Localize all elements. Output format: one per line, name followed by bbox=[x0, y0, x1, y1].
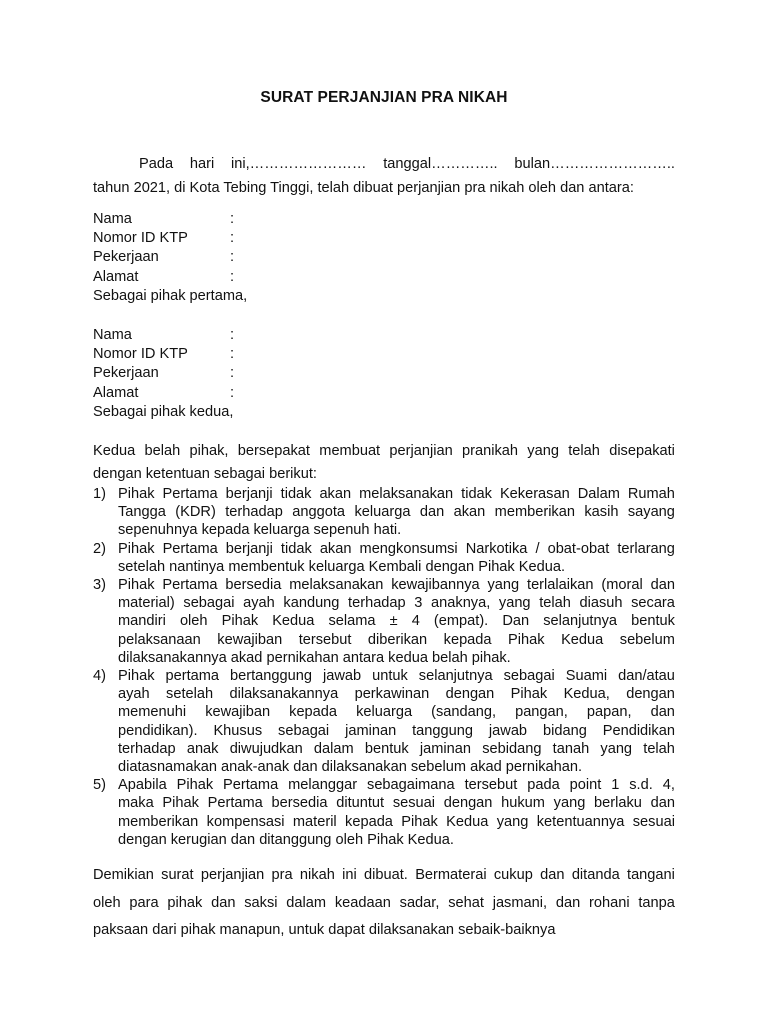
field-colon: : bbox=[230, 249, 235, 266]
party-one-address-row bbox=[93, 268, 393, 287]
opening-word-pada: Pada bbox=[139, 156, 174, 172]
clause-line: mandiri oleh Pihak Kedua selama ± 4 (empat). Dan selanjutnya bentuk bbox=[118, 613, 675, 630]
clause-line: Pihak pertama bertanggung jawab untuk selanjutnya sebagai Suami dan/atau bbox=[118, 668, 675, 685]
clause-line: memberikan kompensasi materil kepada Pihak Kedua yang ketentuannya sesuai bbox=[118, 813, 675, 830]
clause-line: pendidikan). Khusus sebagai jaminan tanggung jawab bidang Pendidikan bbox=[118, 722, 675, 739]
clause-text bbox=[118, 776, 675, 849]
clause-number: 4) bbox=[93, 668, 106, 685]
field-colon: : bbox=[230, 268, 235, 285]
party-one-name-row bbox=[93, 210, 393, 229]
party-two-name-row bbox=[93, 326, 393, 345]
clause-item bbox=[93, 485, 675, 540]
party-two-block bbox=[93, 326, 393, 422]
party-one-block bbox=[93, 210, 393, 306]
clause-line: Pihak Pertama bersedia melaksanakan kewajibannya yang terlalaikan (moral dan bbox=[118, 577, 675, 594]
clause-text bbox=[118, 667, 675, 776]
field-label-ktp: Nomor ID KTP bbox=[93, 346, 188, 363]
field-label-ktp: Nomor ID KTP bbox=[93, 230, 188, 247]
party-two-caption: Sebagai pihak kedua, bbox=[93, 403, 234, 420]
clause-number: 5) bbox=[93, 777, 106, 794]
opening-blank-date: tanggal………….. bbox=[383, 156, 498, 172]
clause-item bbox=[93, 776, 675, 849]
clause-number: 2) bbox=[93, 540, 106, 557]
clause-line: Tangga (KDR) terhadap anggota keluarga dan akan memberikan kasih sayang bbox=[118, 504, 675, 521]
clause-line: sepenuhnya kepada keluarga sepenuh hati. bbox=[118, 522, 402, 539]
clause-text bbox=[118, 576, 675, 667]
field-colon: : bbox=[230, 230, 235, 247]
clause-number: 3) bbox=[93, 577, 106, 594]
closing-line-1: Demikian surat perjanjian pra nikah ini dibuat. Bermaterai cukup dan ditanda tangani bbox=[93, 867, 675, 883]
party-two-ktp-row bbox=[93, 345, 393, 364]
document-title: SURAT PERJANJIAN PRA NIKAH bbox=[260, 89, 508, 106]
clause-text bbox=[118, 485, 675, 540]
clause-number: 1) bbox=[93, 486, 106, 502]
intro-line-2: dengan ketentuan sebagai berikut: bbox=[93, 465, 317, 482]
clause-line: Apabila Pihak Pertama melanggar sebagaimana tersebut pada point 1 s.d. 4, bbox=[118, 777, 675, 794]
party-one-ktp-row bbox=[93, 229, 393, 248]
closing-line-3: paksaan dari pihak manapun, untuk dapat dilaksanakan sebaik-baiknya bbox=[93, 922, 556, 938]
clause-line: Pihak Pertama berjanji tidak akan mengkonsumsi Narkotika / obat-obat terlarang bbox=[118, 540, 675, 557]
clause-line: Pihak Pertama berjanji tidak akan melaksanakan tidak Kekerasan Dalam Rumah bbox=[118, 486, 675, 502]
party-one-job-row bbox=[93, 248, 393, 267]
closing-line-2: oleh para pihak dan saksi dalam keadaan sadar, sehat jasmani, dan rohani tanpa bbox=[93, 894, 675, 911]
closing-paragraph bbox=[93, 862, 675, 945]
clause-line: maka Pihak Pertama bersedia dituntut sesuai dengan hukum yang berlaku dan bbox=[118, 795, 675, 812]
opening-blank-day: ini,…………………… bbox=[231, 156, 367, 172]
opening-word-hari: hari bbox=[189, 156, 215, 172]
field-label-name: Nama bbox=[93, 211, 132, 227]
party-one-caption: Sebagai pihak pertama, bbox=[93, 287, 248, 304]
field-colon: : bbox=[230, 384, 235, 401]
clause-list bbox=[93, 485, 675, 849]
clause-line: ayah setelah dilaksanakannya perkawinan dengan Pihak Kedua, dengan bbox=[118, 686, 675, 703]
field-label-job: Pekerjaan bbox=[93, 365, 159, 382]
intro-line-1: Kedua belah pihak, bersepakat membuat perjanjian pranikah yang telah disepakati bbox=[93, 443, 675, 459]
opening-paragraph bbox=[93, 152, 675, 200]
clause-line: dengan kerugian dan ditanggung oleh Pihak Kedua. bbox=[118, 831, 454, 848]
clause-line: setelah nantinya membentuk keluarga Kembali dengan Pihak Kedua. bbox=[118, 558, 566, 575]
clause-line: terhadap anak diwujudkan dalam bentuk jaminan sebidang tanah yang telah bbox=[118, 740, 675, 757]
opening-line-1 bbox=[93, 152, 675, 176]
clause-line: memenuhi kewajiban kepada keluarga (sandang, pangan, papan, dan bbox=[118, 704, 675, 721]
party-two-address-row bbox=[93, 384, 393, 403]
party-two-job-row bbox=[93, 364, 393, 383]
clause-line: pelaksanaan kewajiban tersebut diberikan kepada Pihak Kedua sebelum bbox=[118, 631, 675, 648]
field-colon: : bbox=[230, 327, 235, 343]
opening-blank-month: bulan…………………….. bbox=[514, 156, 675, 172]
field-colon: : bbox=[230, 365, 235, 382]
agreement-intro bbox=[93, 440, 675, 485]
field-label-address: Alamat bbox=[93, 268, 139, 285]
opening-line-2: tahun 2021, di Kota Tebing Tinggi, telah dibuat perjanjian pra nikah oleh dan antara: bbox=[93, 180, 634, 196]
clause-item bbox=[93, 667, 675, 776]
clause-item bbox=[93, 576, 675, 667]
clause-line: dilaksanakannya akad pernikahan antara kedua belah pihak. bbox=[118, 649, 511, 666]
clause-line: material) sebagai ayah kandung terhadap 3 anaknya, yang telah diasuh secara bbox=[118, 595, 675, 612]
clause-line: diatasnamakan anak-anak dan dilaksanakan sebelum akad pernikahan. bbox=[118, 759, 583, 776]
clause-text bbox=[118, 540, 675, 576]
field-label-job: Pekerjaan bbox=[93, 249, 159, 266]
field-colon: : bbox=[230, 211, 235, 227]
field-label-name: Nama bbox=[93, 327, 132, 343]
clause-item bbox=[93, 540, 675, 576]
field-label-address: Alamat bbox=[93, 384, 139, 401]
field-colon: : bbox=[230, 346, 235, 363]
